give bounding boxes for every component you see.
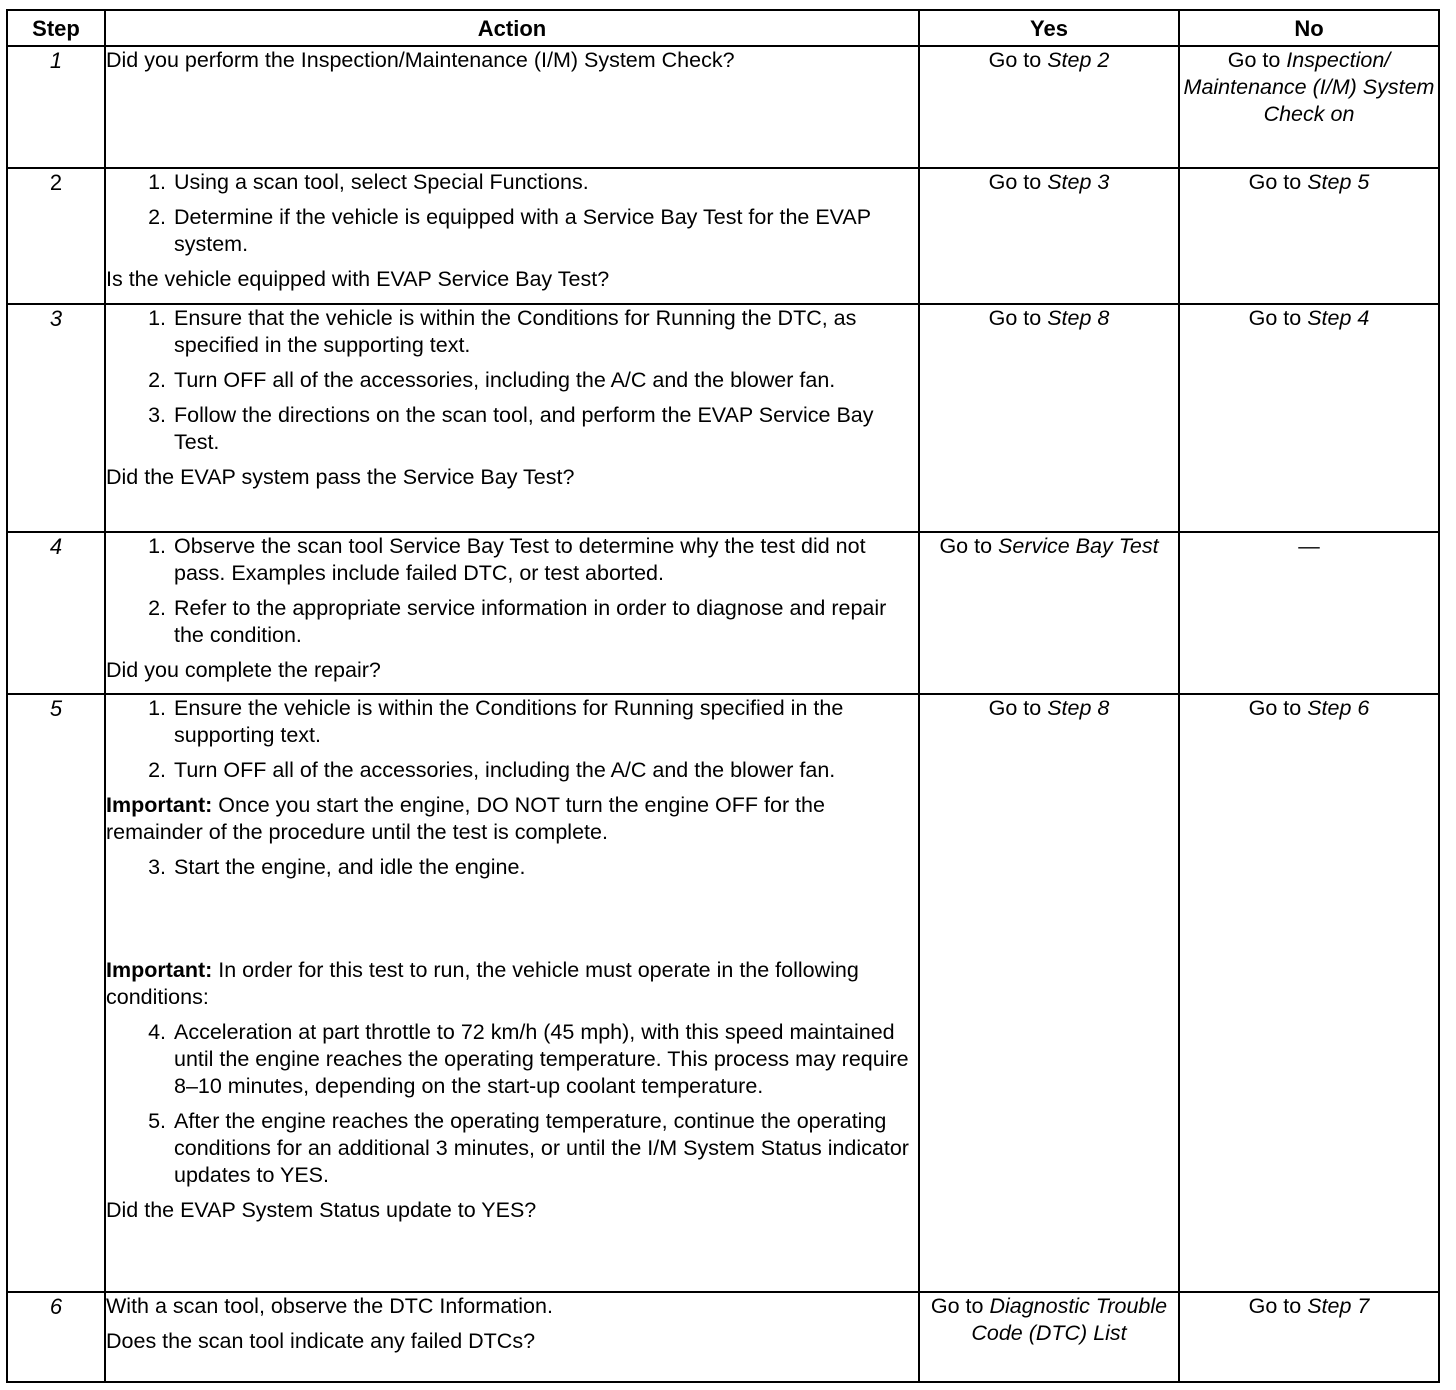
yes-cell	[919, 168, 1179, 304]
question-text: Did the EVAP system pass the Service Bay Test?	[106, 465, 575, 489]
important-label: Important:	[106, 958, 213, 982]
no-prefix: Go to	[1248, 1294, 1302, 1318]
instruction-text: With a scan tool, observe the DTC Information.	[106, 1294, 553, 1318]
item-number: 2.	[148, 596, 166, 620]
question-text: Did the EVAP System Status update to YES?	[106, 1198, 537, 1222]
item-text: Determine if the vehicle is equipped with a Service Bay Test for the EVAP system.	[174, 205, 871, 256]
yes-prefix: Go to	[988, 170, 1042, 194]
no-prefix: Go to	[1248, 306, 1302, 330]
question-text: Did you perform the Inspection/Maintenance (I/M) System Check?	[106, 48, 735, 72]
yes-cell	[919, 46, 1179, 168]
important-text: In order for this test to run, the vehicle must operate in the following conditions:	[106, 958, 859, 1009]
yes-link[interactable]: Step 3	[1047, 170, 1110, 194]
yes-prefix: Go to	[939, 534, 993, 558]
yes-prefix: Go to	[930, 1294, 984, 1318]
yes-link[interactable]: Step 2	[1047, 48, 1110, 72]
table-row-step-6	[7, 1292, 1439, 1382]
item-text: Ensure that the vehicle is within the Conditions for Running the DTC, as specified in the supporting text.	[174, 306, 857, 357]
action-cell	[105, 304, 919, 532]
yes-cell	[919, 304, 1179, 532]
yes-text-block	[939, 533, 1158, 560]
no-prefix: Go to	[1248, 696, 1302, 720]
no-link[interactable]: Step 7	[1307, 1294, 1370, 1318]
header-action: Action	[105, 10, 919, 46]
item-number: 3.	[148, 403, 166, 427]
step-number: 2	[7, 168, 105, 304]
header-no: No	[1179, 10, 1439, 46]
table-row-step-3	[7, 304, 1439, 532]
no-dash: —	[1298, 534, 1320, 558]
action-cell	[105, 532, 919, 694]
table-row-step-5	[7, 694, 1439, 1292]
no-link[interactable]: Inspection/ Maintenance (I/M) System Check on	[1183, 48, 1435, 126]
item-number: 2.	[148, 758, 166, 782]
no-cell	[1179, 168, 1439, 304]
yes-link[interactable]: Step 8	[1047, 696, 1110, 720]
yes-prefix: Go to	[988, 696, 1042, 720]
item-number: 1.	[148, 170, 166, 194]
list-item	[106, 1108, 918, 1189]
list-item	[106, 695, 918, 749]
item-number: 5.	[148, 1109, 166, 1133]
yes-link[interactable]: Service Bay Test	[998, 534, 1159, 558]
list-item	[106, 854, 918, 881]
no-prefix: Go to	[1248, 170, 1302, 194]
yes-link[interactable]: Diagnostic Trouble Code (DTC) List	[971, 1294, 1168, 1345]
blank-space	[106, 889, 918, 951]
question-text: Does the scan tool indicate any failed DTCs?	[106, 1329, 536, 1353]
important-note	[106, 957, 918, 1011]
item-number: 3.	[148, 855, 166, 879]
list-item	[106, 402, 918, 456]
action-cell	[105, 694, 919, 1292]
header-step: Step	[7, 10, 105, 46]
step-number: 5	[7, 694, 105, 1292]
list-item	[106, 595, 918, 649]
item-text: Follow the directions on the scan tool, and perform the EVAP Service Bay Test.	[174, 403, 874, 454]
table-row-step-2	[7, 168, 1439, 304]
yes-cell	[919, 532, 1179, 694]
important-text: Once you start the engine, DO NOT turn the engine OFF for the remainder of the procedure until the test is complete.	[106, 793, 825, 844]
list-item	[106, 367, 918, 394]
action-cell	[105, 46, 919, 168]
item-text: Turn OFF all of the accessories, including the A/C and the blower fan.	[174, 758, 836, 782]
yes-prefix: Go to	[988, 306, 1042, 330]
item-number: 1.	[148, 696, 166, 720]
item-text: Using a scan tool, select Special Functions.	[174, 170, 589, 194]
item-number: 4.	[148, 1020, 166, 1044]
item-number: 2.	[148, 368, 166, 392]
cropped-title-strip	[0, 0, 1456, 9]
list-item	[106, 169, 918, 196]
table-row-step-1	[7, 46, 1439, 168]
no-link[interactable]: Step 5	[1307, 170, 1370, 194]
item-number: 1.	[148, 534, 166, 558]
no-cell	[1179, 46, 1439, 168]
item-text: Refer to the appropriate service information in order to diagnose and repair the condition.	[174, 596, 887, 647]
item-text: Acceleration at part throttle to 72 km/h (45 mph), with this speed maintained until the engine reaches the operating temperature. This process may require 8–10 minutes, depending on the start-up coolant temperature.	[174, 1020, 909, 1098]
yes-link[interactable]: Step 8	[1047, 306, 1110, 330]
important-label: Important:	[106, 793, 213, 817]
item-text: Start the engine, and idle the engine.	[174, 855, 526, 879]
table-row-step-4	[7, 532, 1439, 694]
step-number: 3	[7, 304, 105, 532]
list-item	[106, 305, 918, 359]
question-text: Is the vehicle equipped with EVAP Service Bay Test?	[106, 267, 610, 291]
no-link[interactable]: Step 6	[1307, 696, 1370, 720]
no-cell	[1179, 694, 1439, 1292]
table-header-row	[7, 10, 1439, 46]
diagnostic-procedure-table	[6, 9, 1440, 1383]
item-number: 2.	[148, 205, 166, 229]
step-number: 6	[7, 1292, 105, 1382]
action-cell	[105, 1292, 919, 1382]
yes-cell	[919, 694, 1179, 1292]
item-text: Observe the scan tool Service Bay Test to determine why the test did not pass. Examples include failed DTC, or test aborted.	[174, 534, 866, 585]
item-number: 1.	[148, 306, 166, 330]
header-yes: Yes	[919, 10, 1179, 46]
important-note	[106, 792, 918, 846]
no-cell	[1179, 304, 1439, 532]
action-cell	[105, 168, 919, 304]
no-prefix: Go to	[1227, 48, 1281, 72]
list-item	[106, 204, 918, 258]
item-text: After the engine reaches the operating temperature, continue the operating conditions for an additional 3 minutes, or until the I/M System Status indicator updates to YES.	[174, 1109, 909, 1187]
list-item	[106, 1019, 918, 1100]
no-cell	[1179, 532, 1439, 694]
item-text: Turn OFF all of the accessories, including the A/C and the blower fan.	[174, 368, 836, 392]
yes-prefix: Go to	[988, 48, 1042, 72]
yes-cell	[919, 1292, 1179, 1382]
no-cell	[1179, 1292, 1439, 1382]
list-item	[106, 533, 918, 587]
step-number: 1	[7, 46, 105, 168]
question-text: Did you complete the repair?	[106, 658, 381, 682]
item-text: Ensure the vehicle is within the Conditions for Running specified in the supporting text.	[174, 696, 844, 747]
list-item	[106, 757, 918, 784]
no-link[interactable]: Step 4	[1307, 306, 1370, 330]
step-number: 4	[7, 532, 105, 694]
